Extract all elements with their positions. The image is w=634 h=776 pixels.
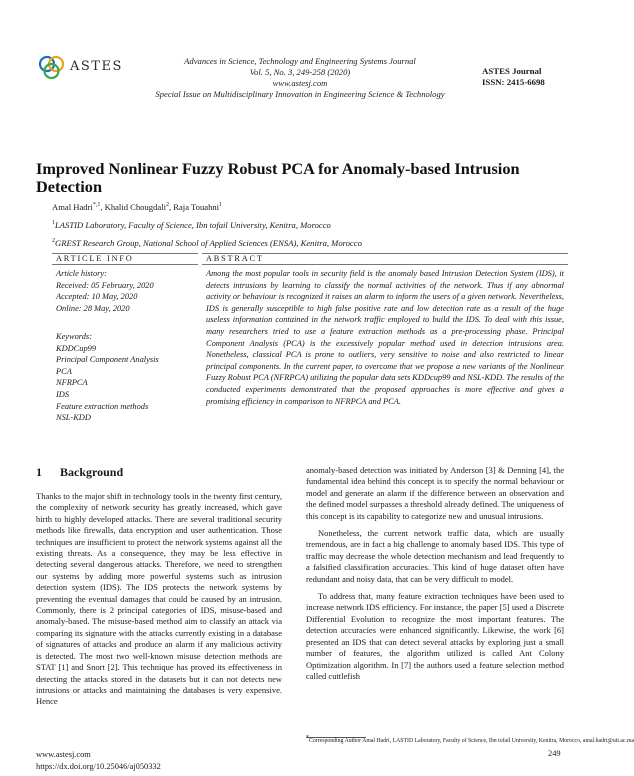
author-name: Amal Hadri [52,202,93,212]
journal-logo [36,52,126,82]
journal-header [150,56,450,100]
footer-doi[interactable]: https://dx.doi.org/10.25046/aj050332 [36,762,161,771]
keyword: NSL-KDD [56,413,91,423]
page-footer [36,749,161,773]
journal-volume: Vol. 5, No. 3, 249-258 (2020) [249,67,351,77]
keyword: PCA [56,366,72,376]
body-paragraph: To address that, many feature extraction techniques have been used to increase network IDS efficiency. For instance, the paper [5] used a Discrete Differential Evolution to recognize the most important features. The detection accuracies were enhanced significantly. Likewise, the work [6] presented an IDS that can detect several attacks by exploring just a small number of features, the algorithm utilized is called Ant Colony Optimization algorithm. In [7] the authors used a feature selection method called cuttlefish [306,591,564,681]
special-issue: Special Issue on Multidisciplinary Innovation in Engineering Science & Technology [155,89,445,99]
journal-name: Advances in Science, Technology and Engineering Systems Journal [184,56,416,66]
online-date: Online: 28 May, 2020 [56,303,130,313]
author-list: Amal Hadri$^{*,1}$, Khalid Chougdali$^2$, Raja Touahni$^1$ [52,202,223,212]
body-column-left [36,491,282,708]
author-name: Raja Touahni [173,202,220,212]
accepted-date: Accepted: 10 May, 2020 [56,292,138,302]
journal-box [482,66,545,88]
article-history [56,268,198,314]
keyword: Feature extraction methods [56,401,149,411]
journal-url[interactable]: www.astesj.com [272,78,328,88]
author-sup: *,1 [92,202,101,209]
affiliation-sup: 1 [52,220,55,227]
affiliation-sup: 2 [52,238,55,245]
body-paragraph: Nonetheless, the current network traffic data, which are usually tremendous, are in fact a big challenge to anomaly based IDS. This type of traffic may decrease the whole detection mechanism and lead frequently to a falsified classification accuracies. This kind of huge dataset often have redundant and noisy data, that can be very difficult to model. [306,528,564,584]
author-sup: 2 [165,202,169,209]
footer-url[interactable]: www.astesj.com [36,750,91,759]
keyword: IDS [56,389,70,399]
astes-logo-icon [36,54,68,82]
paper-title: Improved Nonlinear Fuzzy Robust PCA for Anomaly-based Intrusion Detection [36,159,520,196]
section-title: Background [60,465,124,479]
section-number: 1 [36,465,42,479]
footnote [306,735,634,744]
received-date: Received: 05 February, 2020 [56,280,154,290]
affiliation [52,220,331,230]
keyword: Principal Component Analysis [56,355,159,365]
section-heading [36,465,123,480]
journal-issn: ISSN: 2415-6698 [482,77,545,87]
abstract-heading: ABSTRACT [202,253,568,265]
keyword: KDDCup99 [56,343,97,353]
logo-text: ASTES [70,59,123,74]
footnote-text: Corresponding Author Amal Hadri, LASTID Laboratory, Faculty of Science, Ibn tofail University, Kenitra, Morocco, amal.hadri@uit.ac.ma [309,738,634,744]
journal-box-title: ASTES Journal [482,66,542,76]
body-paragraph: Thanks to the major shift in technology tools in the twenty first century, the complexity of network security has greatly increased, which gave birth to highly developed attacks. There are several traditional security methods like firewalls, data encryption and user authentication. Those techniques are insufficient to protect the network systems against all the existing threats. As a consequence, they may be less effective in detecting several dangerous attacks. Therefore, we need to strengthen our systems by adding more powerful systems such as intrusion detection system (IDS). The IDS protects the network systems by preventing the eventual damages that could be caused by an intrusion. Commonly, there is 2 principal categories of IDS, misuse-based and anomaly-based. The misuse-based method aim to classify an attack via comparing its signature with the attacks currently existing in a database of signatures of attacks and produce an alarm if any malicious activity is detected. The most two well-known misuse detection methods are STAT [1] and Snort [2]. This technique has proved its effectiveness in detecting the attacks stored in the datasets but it can not detects new intrusions or attacks and maintaining the databases is very expensive. Hence [36,491,282,707]
history-label: Article history: [56,269,107,278]
affiliation-text: LASTID Laboratory, Faculty of Science, Ibn tofail University, Kenitra, Morocco [55,220,331,230]
footnote-sup: * [306,735,309,742]
affiliation-text: GREST Research Group, National School of Applied Sciences (ENSA), Kenitra, Morocco [55,238,362,248]
keywords-label: Keywords: [56,332,92,341]
abstract-text: Among the most popular tools in security field is the anomaly based Intrusion Detection System (IDS), it detects intrusions by learning to classify the normal activities of the network. Thus if any abnormal activity or behaviour is recognized it raises an alarm to inform the users of a given network. Nevertheless, IDS is generally susceptible to high false positive rate and low detection rate as a result of the huge useless information contained in the network traffic employed to build the IDS. To deal with this issue, many researchers tried to use a feature extraction methods as a pre-processing phase. Principal Component Analysis (PCA) is the excessively popular method used in detection intrusions area. Nonetheless, classical PCA is prone to outliers, very sensitive to noise and also restricted to linear principal components. In the current paper, to overcome that we propose a new variants of the Nonlinear Fuzzy Robust PCA (NFRPCA) utilizing the popular data sets KDDcup99 and NSL-KDD. The results of the conducted experiments demonstrated that the proposed approaches is more effective and gives a promising efficiency in comparison to NFRPCA and PCA. [206,269,564,406]
article-info-heading: ARTICLE INFO [52,253,198,265]
author-name: Khalid Chougdali [104,202,166,212]
body-paragraph: anomaly-based detection was initiated by Anderson [3] & Denning [4], the fundamental idea behind this concept is to specify the normal behaviour or model and generate an alarm if the difference between an observation and the defined model surpasses a threshold already defined. The uniqueness of this concept is its capability to categorize new and unusual intrusions. [306,465,564,521]
keyword: NFRPCA [56,378,88,388]
page-number: 249 [548,749,561,758]
author-sup: 1 [219,202,223,209]
affiliation [52,238,362,248]
keywords-block [56,331,198,424]
body-column-right [306,465,564,682]
